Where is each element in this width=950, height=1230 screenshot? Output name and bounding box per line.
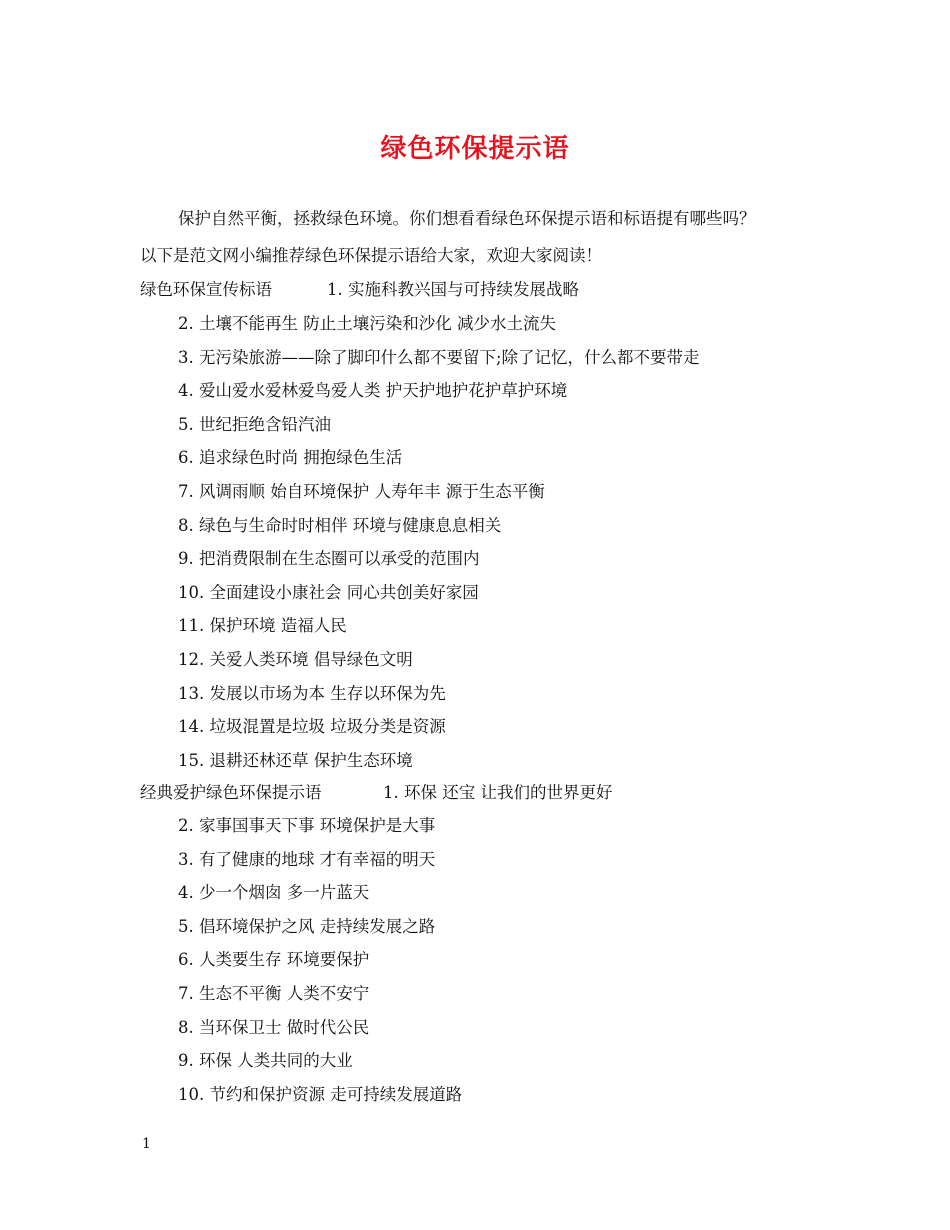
list-item: 6. 追求绿色时尚 拥抱绿色生活 xyxy=(178,448,403,468)
section1-header-line xyxy=(140,279,579,301)
section2-first-item: 1. 环保 还宝 让我们的世界更好 xyxy=(383,783,613,802)
page-number: 1 xyxy=(142,1136,151,1152)
list-item: 3. 有了健康的地球 才有幸福的明天 xyxy=(178,849,436,869)
section1-heading: 绿色环保宣传标语 xyxy=(140,280,272,299)
list-item: 13. 发展以市场为本 生存以环保为先 xyxy=(178,683,446,703)
section2-heading: 经典爱护绿色环保提示语 xyxy=(140,783,322,802)
list-item: 11. 保护环境 造福人民 xyxy=(178,616,347,636)
list-item: 2. 家事国事天下事 环境保护是大事 xyxy=(178,816,436,835)
list-item: 10. 全面建设小康社会 同心共创美好家园 xyxy=(178,582,479,602)
list-item: 5. 世纪拒绝含铅汽油 xyxy=(178,414,331,434)
list-item: 8. 当环保卫士 做时代公民 xyxy=(178,1017,370,1037)
list-item: 10. 节约和保护资源 走可持续发展道路 xyxy=(178,1084,463,1104)
list-item: 14. 垃圾混置是垃圾 垃圾分类是资源 xyxy=(178,717,446,737)
section1-first-item: 1. 实施科教兴国与可持续发展战略 xyxy=(327,280,579,299)
list-item: 7. 生态不平衡 人类不安宁 xyxy=(178,984,370,1003)
list-item: 3. 无污染旅游——除了脚印什么都不要留下;除了记忆，什么都不要带走 xyxy=(178,347,700,367)
list-item: 15. 退耕还林还草 保护生态环境 xyxy=(178,750,413,770)
list-item: 12. 关爱人类环境 倡导绿色文明 xyxy=(178,650,413,669)
intro-line-1: 保护自然平衡，拯救绿色环境。你们想看看绿色环保提示语和标语提有哪些吗？ xyxy=(178,209,756,228)
list-item: 4. 爱山爱水爱林爱鸟爱人类 护天护地护花护草护环境 xyxy=(178,381,568,401)
list-item: 8. 绿色与生命时时相伴 环境与健康息息相关 xyxy=(178,515,502,535)
list-item: 9. 把消费限制在生态圈可以承受的范围内 xyxy=(178,549,480,569)
list-item: 4. 少一个烟囱 多一片蓝天 xyxy=(178,883,370,903)
page-title: 绿色环保提示语 xyxy=(380,134,570,164)
list-item: 9. 环保 人类共同的大业 xyxy=(178,1051,353,1071)
section2-header-line xyxy=(140,782,612,804)
intro-line-2: 以下是范文网小编推荐绿色环保提示语给大家，欢迎大家阅读！ xyxy=(140,246,602,265)
list-item: 7. 风调雨顺 始自环境保护 人寿年丰 源于生态平衡 xyxy=(178,482,545,501)
list-item: 2. 土壤不能再生 防止土壤污染和沙化 减少水土流失 xyxy=(178,314,556,333)
list-item: 5. 倡环境保护之风 走持续发展之路 xyxy=(178,916,436,936)
list-item: 6. 人类要生存 环境要保护 xyxy=(178,950,370,970)
